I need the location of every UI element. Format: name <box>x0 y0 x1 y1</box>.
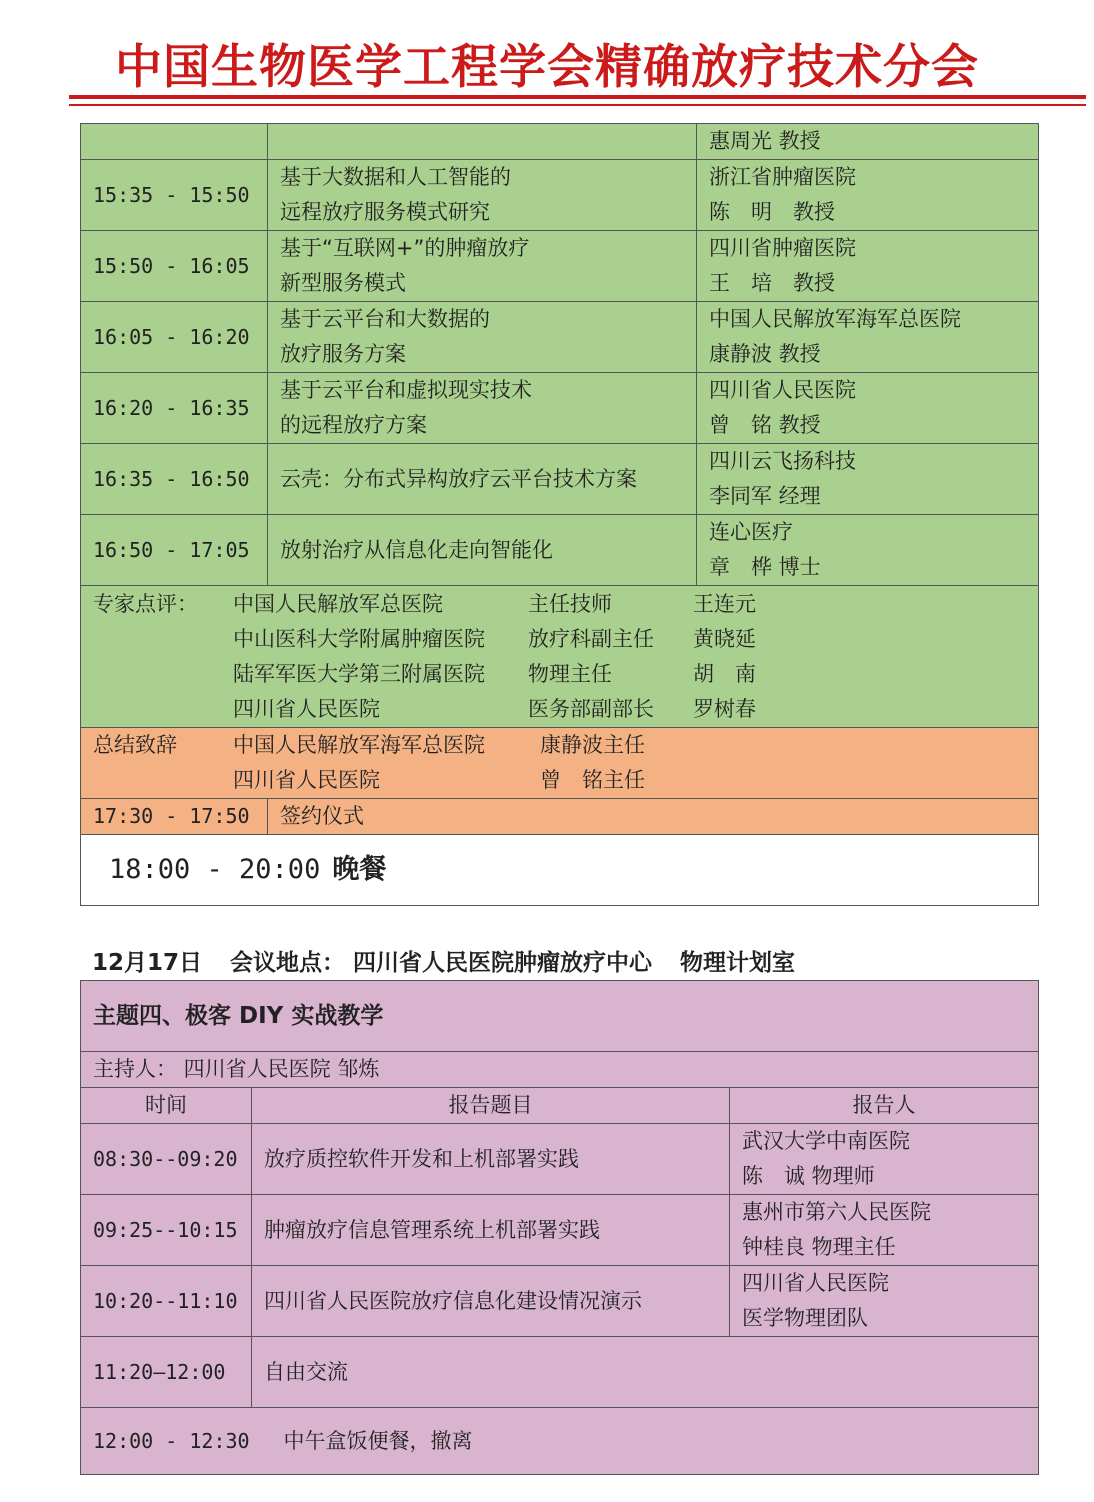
speaker-cell: 四川省肿瘤医院 王 培 教授 <box>697 231 1039 302</box>
speaker-cell: 连心医疗 章 桦 博士 <box>697 515 1039 586</box>
time-cell: 16:35 - 16:50 <box>81 444 268 515</box>
table-row <box>81 373 1039 444</box>
header-row <box>81 1088 1039 1124</box>
summary-row <box>81 728 1039 799</box>
free-discussion-row <box>81 1337 1039 1408</box>
room: 物理计划室 <box>680 950 796 976</box>
table-row <box>81 1195 1039 1266</box>
table-row <box>81 1124 1039 1195</box>
host-cell: 主持人： 四川省人民医院 邹炼 <box>81 1052 1039 1088</box>
header-title: 报告题目 <box>252 1088 730 1124</box>
table-row <box>81 124 1039 160</box>
page-title: 中国生物医学工程学会精确放疗技术分会 <box>115 40 979 95</box>
signing-row <box>81 799 1039 835</box>
table-row <box>81 160 1039 231</box>
expert-review-row <box>81 586 1039 728</box>
table-row <box>81 302 1039 373</box>
expert-label: 专家点评： <box>93 591 198 616</box>
topic-cell: 基于“互联网+”的肿瘤放疗 新型服务模式 <box>268 231 697 302</box>
topic-cell: 四川省人民医院放疗信息化建设情况演示 <box>252 1266 730 1337</box>
lunch-row <box>81 1408 1039 1475</box>
header-time: 时间 <box>81 1088 252 1124</box>
afternoon-schedule-table <box>80 123 1039 906</box>
topic-cell: 基于云平台和虚拟现实技术 的远程放疗方案 <box>268 373 697 444</box>
theme-title: 主题四、极客 DIY 实战教学 <box>81 981 1039 1052</box>
venue-label: 会议地点： <box>230 950 346 976</box>
host-row <box>81 1052 1039 1088</box>
table-row <box>81 231 1039 302</box>
dinner-cell: 18:00 - 20:00 晚餐 <box>81 835 1039 906</box>
topic-cell: 签约仪式 <box>268 799 1039 835</box>
time-cell: 15:50 - 16:05 <box>81 231 268 302</box>
speaker-cell: 中国人民解放军海军总医院 康静波 教授 <box>697 302 1039 373</box>
time-cell: 16:05 - 16:20 <box>81 302 268 373</box>
theme-row <box>81 981 1039 1052</box>
time-cell: 10:20--11:10 <box>81 1266 252 1337</box>
time-cell: 15:35 - 15:50 <box>81 160 268 231</box>
topic-cell: 放射治疗从信息化走向智能化 <box>268 515 697 586</box>
morning-schedule-table <box>80 980 1039 1475</box>
venue: 四川省人民医院肿瘤放疗中心 <box>353 950 653 976</box>
lunch-cell: 12:00 - 12:30 中午盒饭便餐，撤离 <box>81 1408 1039 1475</box>
summary-cell: 总结致辞 中国人民解放军海军总医院 康静波主任 四川省人民医院 曾 铭主任 <box>81 728 1039 799</box>
topic-cell: 肿瘤放疗信息管理系统上机部署实践 <box>252 1195 730 1266</box>
expert-review-cell: 专家点评： 中国人民解放军总医院 主任技师 王连元 中山医科大学附属肿瘤医院 放疗科副主任 黄晓延 陆军军医大学第三附属医院 物理主任 胡 南 四川省人民医院 医务部副部长 罗树春 <box>81 586 1039 728</box>
time-cell: 11:20—12:00 <box>81 1337 252 1408</box>
speaker-cell: 武汉大学中南医院 陈 诚 物理师 <box>730 1124 1039 1195</box>
summary-label: 总结致辞 <box>93 733 177 757</box>
title-rule-thin <box>69 104 1086 106</box>
time-cell: 16:50 - 17:05 <box>81 515 268 586</box>
dinner-row <box>81 835 1039 906</box>
speaker-cell: 惠州市第六人民医院 钟桂良 物理主任 <box>730 1195 1039 1266</box>
table-row <box>81 444 1039 515</box>
time-cell: 08:30--09:20 <box>81 1124 252 1195</box>
topic-cell: 基于大数据和人工智能的 远程放疗服务模式研究 <box>268 160 697 231</box>
topic-cell: 自由交流 <box>252 1337 1039 1408</box>
speaker-cell: 四川省人民医院 曾 铭 教授 <box>697 373 1039 444</box>
topic-cell: 云壳：分布式异构放疗云平台技术方案 <box>268 444 697 515</box>
speaker-cell: 四川省人民医院 医学物理团队 <box>730 1266 1039 1337</box>
time-cell: 16:20 - 16:35 <box>81 373 268 444</box>
title-rule <box>69 95 1086 99</box>
topic-cell: 放疗质控软件开发和上机部署实践 <box>252 1124 730 1195</box>
day-date: 12月17日 <box>92 950 203 976</box>
speaker-cell: 惠周光 教授 <box>697 124 1039 160</box>
speaker-cell: 四川云飞扬科技 李同军 经理 <box>697 444 1039 515</box>
header-speaker: 报告人 <box>730 1088 1039 1124</box>
topic-cell: 基于云平台和大数据的 放疗服务方案 <box>268 302 697 373</box>
day-heading <box>92 944 823 977</box>
time-cell: 17:30 - 17:50 <box>81 799 268 835</box>
table-row <box>81 515 1039 586</box>
table-row <box>81 1266 1039 1337</box>
time-cell: 09:25--10:15 <box>81 1195 252 1266</box>
speaker-cell: 浙江省肿瘤医院 陈 明 教授 <box>697 160 1039 231</box>
